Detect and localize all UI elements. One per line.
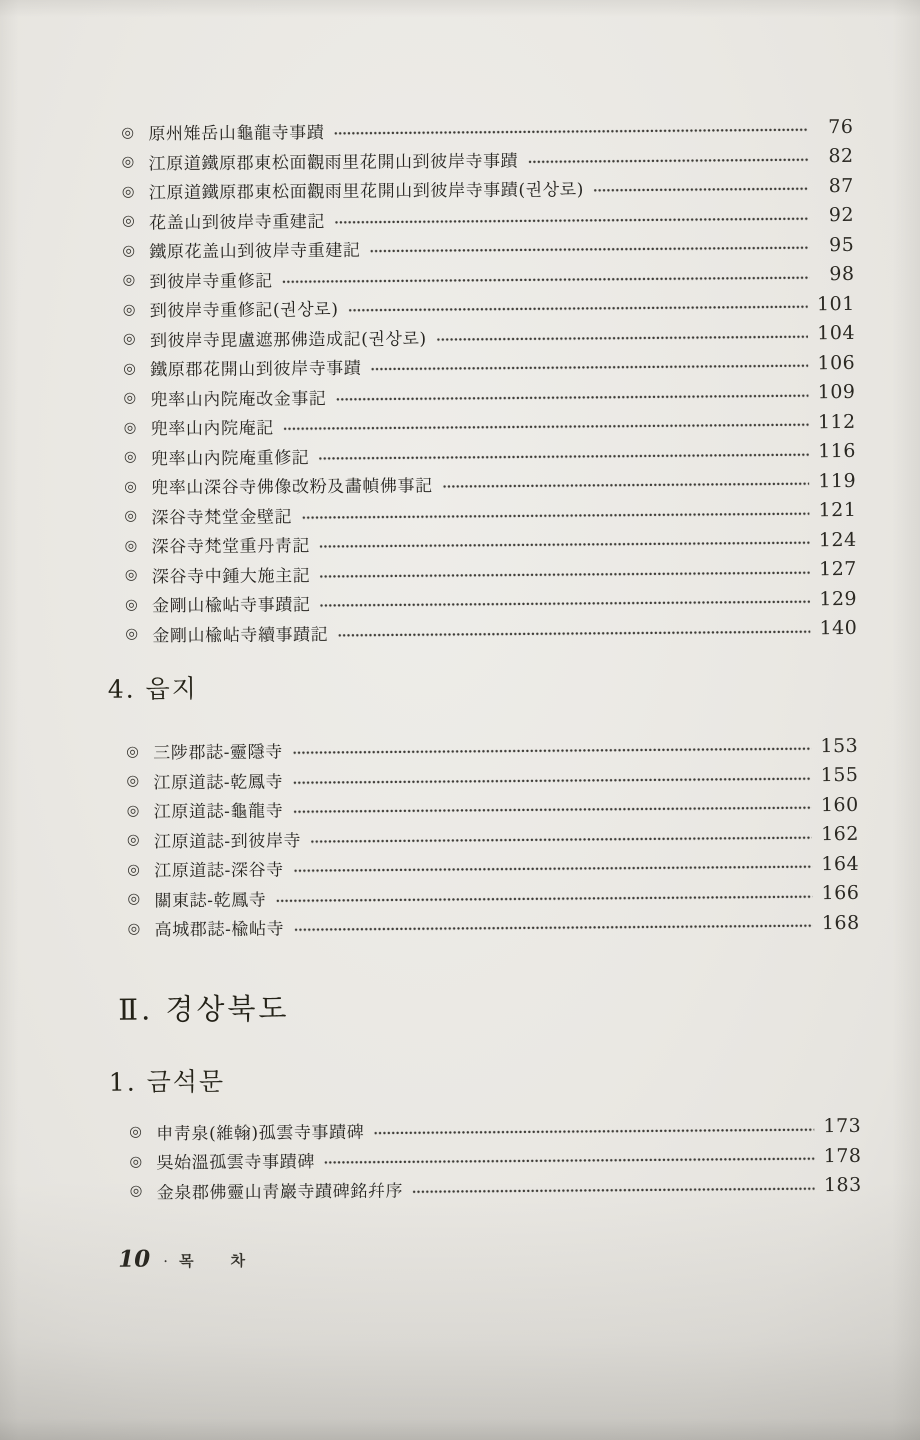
entry-page-number: 124 <box>818 528 857 551</box>
entry-page-number: 119 <box>818 469 857 492</box>
entry-page-number: 87 <box>828 174 854 197</box>
double-circle-bullet-icon: ◎ <box>123 390 137 407</box>
entry-page-number: 101 <box>816 292 855 315</box>
entry-title: 三陟郡誌-靈隱寺 <box>153 742 283 764</box>
entry-page-number: 109 <box>817 381 856 404</box>
dotted-leader <box>320 542 810 549</box>
entry-page-number: 168 <box>821 911 860 934</box>
dotted-leader <box>413 1187 815 1193</box>
entry-page-number: 104 <box>817 322 856 345</box>
entry-title: 到彼岸寺毘盧遮那佛造成記(권상로) <box>149 329 427 352</box>
double-circle-bullet-icon: ◎ <box>124 478 137 495</box>
entry-title: 到彼岸寺重修記 <box>149 271 273 293</box>
dotted-leader <box>325 1157 815 1164</box>
double-circle-bullet-icon: ◎ <box>123 419 137 436</box>
double-circle-bullet-icon: ◎ <box>127 920 141 937</box>
dotted-leader <box>594 188 809 193</box>
dotted-leader <box>293 748 812 755</box>
dotted-leader <box>311 836 812 843</box>
page-footer <box>118 1240 862 1276</box>
dotted-leader <box>276 895 812 902</box>
dotted-leader <box>294 925 813 932</box>
double-circle-bullet-icon: ◎ <box>126 773 140 790</box>
double-circle-bullet-icon: ◎ <box>127 861 140 878</box>
entry-title: 關東誌-乾鳳寺 <box>154 890 267 912</box>
dotted-leader <box>335 217 809 224</box>
entry-page-number: 116 <box>818 440 856 463</box>
entry-title: 江原道誌-龜龍寺 <box>153 801 284 823</box>
entry-title: 吳始溫孤雲寺事蹟碑 <box>156 1152 315 1174</box>
toc-entry-list-eupji <box>126 731 860 943</box>
double-circle-bullet-icon: ◎ <box>129 1124 142 1141</box>
dotted-leader <box>293 777 812 784</box>
entry-title: 鐵原郡花開山到彼岸寺事蹟 <box>150 359 362 381</box>
dotted-leader <box>302 512 809 519</box>
double-circle-bullet-icon: ◎ <box>126 743 139 760</box>
double-circle-bullet-icon: ◎ <box>129 1183 143 1200</box>
dotted-leader <box>371 247 810 253</box>
double-circle-bullet-icon: ◎ <box>123 449 137 466</box>
dotted-leader <box>338 630 810 637</box>
entry-title: 兜率山內院庵重修記 <box>150 447 310 470</box>
double-circle-bullet-icon: ◎ <box>127 891 141 908</box>
toc-entry <box>130 1170 862 1205</box>
double-circle-bullet-icon: ◎ <box>125 626 139 643</box>
entry-page-number: 82 <box>828 145 854 168</box>
double-circle-bullet-icon: ◎ <box>122 331 136 348</box>
double-circle-bullet-icon: ◎ <box>122 272 136 289</box>
entry-title: 江原道誌-乾鳳寺 <box>153 772 284 794</box>
double-circle-bullet-icon: ◎ <box>125 596 138 613</box>
entry-title: 金剛山楡岾寺續事蹟記 <box>152 624 329 647</box>
entry-title: 江原道誌-到彼岸寺 <box>153 831 302 853</box>
double-circle-bullet-icon: ◎ <box>122 242 136 259</box>
entry-page-number: 92 <box>828 204 855 227</box>
entry-title: 申靑泉(維翰)孤雲寺事蹟碑 <box>156 1122 365 1145</box>
entry-title: 原州雉岳山龜龍寺事蹟 <box>148 123 325 145</box>
entry-title: 深谷寺梵堂重丹靑記 <box>151 536 311 558</box>
part-heading-gyeongsangbukdo: Ⅱ. 경상북도 <box>118 990 290 1027</box>
dotted-leader <box>334 129 808 136</box>
entry-title: 鐵原花盖山到彼岸寺重建記 <box>149 241 361 263</box>
entry-page-number: 162 <box>821 823 860 846</box>
dotted-leader <box>528 158 808 163</box>
dotted-leader <box>443 483 810 489</box>
entry-page-number: 183 <box>823 1174 862 1197</box>
entry-title: 深谷寺梵堂金壁記 <box>151 507 293 529</box>
entry-title: 深谷寺中鍾大施主記 <box>151 565 311 588</box>
footer-label-right: 차 <box>230 1251 247 1270</box>
dotted-leader <box>349 306 809 313</box>
entry-page-number: 129 <box>819 587 858 610</box>
entry-title: 兜率山內院庵改金事記 <box>150 388 327 411</box>
double-circle-bullet-icon: ◎ <box>122 301 136 318</box>
entry-page-number: 173 <box>823 1115 862 1138</box>
dotted-leader <box>319 453 809 460</box>
entry-page-number: 127 <box>818 558 857 581</box>
dotted-leader <box>374 1128 814 1134</box>
entry-title: 花盖山到彼岸寺重建記 <box>149 211 326 234</box>
entry-title: 到彼岸寺重修記(권상로) <box>149 300 339 322</box>
double-circle-bullet-icon: ◎ <box>124 508 138 525</box>
double-circle-bullet-icon: ◎ <box>121 154 135 171</box>
entry-page-number: 95 <box>829 233 855 256</box>
footer-separator: · <box>163 1252 169 1271</box>
entry-title: 金剛山楡岾寺事蹟記 <box>152 595 311 617</box>
double-circle-bullet-icon: ◎ <box>122 213 135 230</box>
dotted-leader <box>294 866 813 873</box>
entry-page-number: 112 <box>817 410 856 433</box>
dotted-leader <box>284 424 809 431</box>
dotted-leader <box>371 365 808 371</box>
entry-page-number: 121 <box>818 499 857 522</box>
double-circle-bullet-icon: ◎ <box>124 567 138 584</box>
footer-label-left: 목 <box>178 1252 195 1271</box>
dotted-leader <box>336 394 808 401</box>
dotted-leader <box>437 335 809 341</box>
double-circle-bullet-icon: ◎ <box>126 832 140 849</box>
double-circle-bullet-icon: ◎ <box>124 537 138 554</box>
entry-page-number: 106 <box>817 351 856 374</box>
dotted-leader <box>283 276 810 283</box>
dotted-leader <box>320 571 810 578</box>
entry-title: 江原道鐵原郡東松面觀雨里花開山到彼岸寺事蹟 <box>148 151 519 175</box>
toc-entry-list-geumseokmun <box>129 1111 862 1205</box>
toc-entry-list-gangwon-records <box>121 112 857 649</box>
entry-title: 兜率山深谷寺佛像改粉及畵幀佛事記 <box>151 476 433 499</box>
folio-number: 10 <box>118 1245 151 1273</box>
entry-page-number: 76 <box>828 115 854 138</box>
entry-title: 兜率山內院庵記 <box>150 418 274 440</box>
entry-page-number: 178 <box>823 1144 862 1167</box>
entry-page-number: 98 <box>829 263 855 286</box>
entry-page-number: 153 <box>820 734 859 757</box>
section-heading-geumseokmun: 1. 금석문 <box>108 1066 226 1097</box>
entry-title: 金泉郡佛靈山靑巖寺蹟碑銘幷序 <box>156 1181 404 1204</box>
entry-page-number: 155 <box>820 764 859 787</box>
double-circle-bullet-icon: ◎ <box>129 1153 143 1170</box>
entry-title: 江原道鐵原郡東松面觀雨里花開山到彼岸寺事蹟(권상로) <box>148 180 585 204</box>
double-circle-bullet-icon: ◎ <box>123 360 136 377</box>
entry-title: 江原道誌-深谷寺 <box>154 860 284 882</box>
double-circle-bullet-icon: ◎ <box>121 183 135 200</box>
entry-page-number: 160 <box>820 793 859 816</box>
entry-page-number: 166 <box>821 882 860 905</box>
dotted-leader <box>293 807 812 814</box>
entry-page-number: 164 <box>821 852 860 875</box>
dotted-leader <box>321 601 811 608</box>
double-circle-bullet-icon: ◎ <box>126 802 140 819</box>
toc-entry <box>125 613 857 648</box>
section-heading-eupji: 4. 읍지 <box>107 674 198 704</box>
double-circle-bullet-icon: ◎ <box>121 124 135 141</box>
toc-entry <box>128 908 860 943</box>
entry-title: 高城郡誌-楡岾寺 <box>154 919 285 941</box>
entry-page-number: 140 <box>819 617 858 640</box>
